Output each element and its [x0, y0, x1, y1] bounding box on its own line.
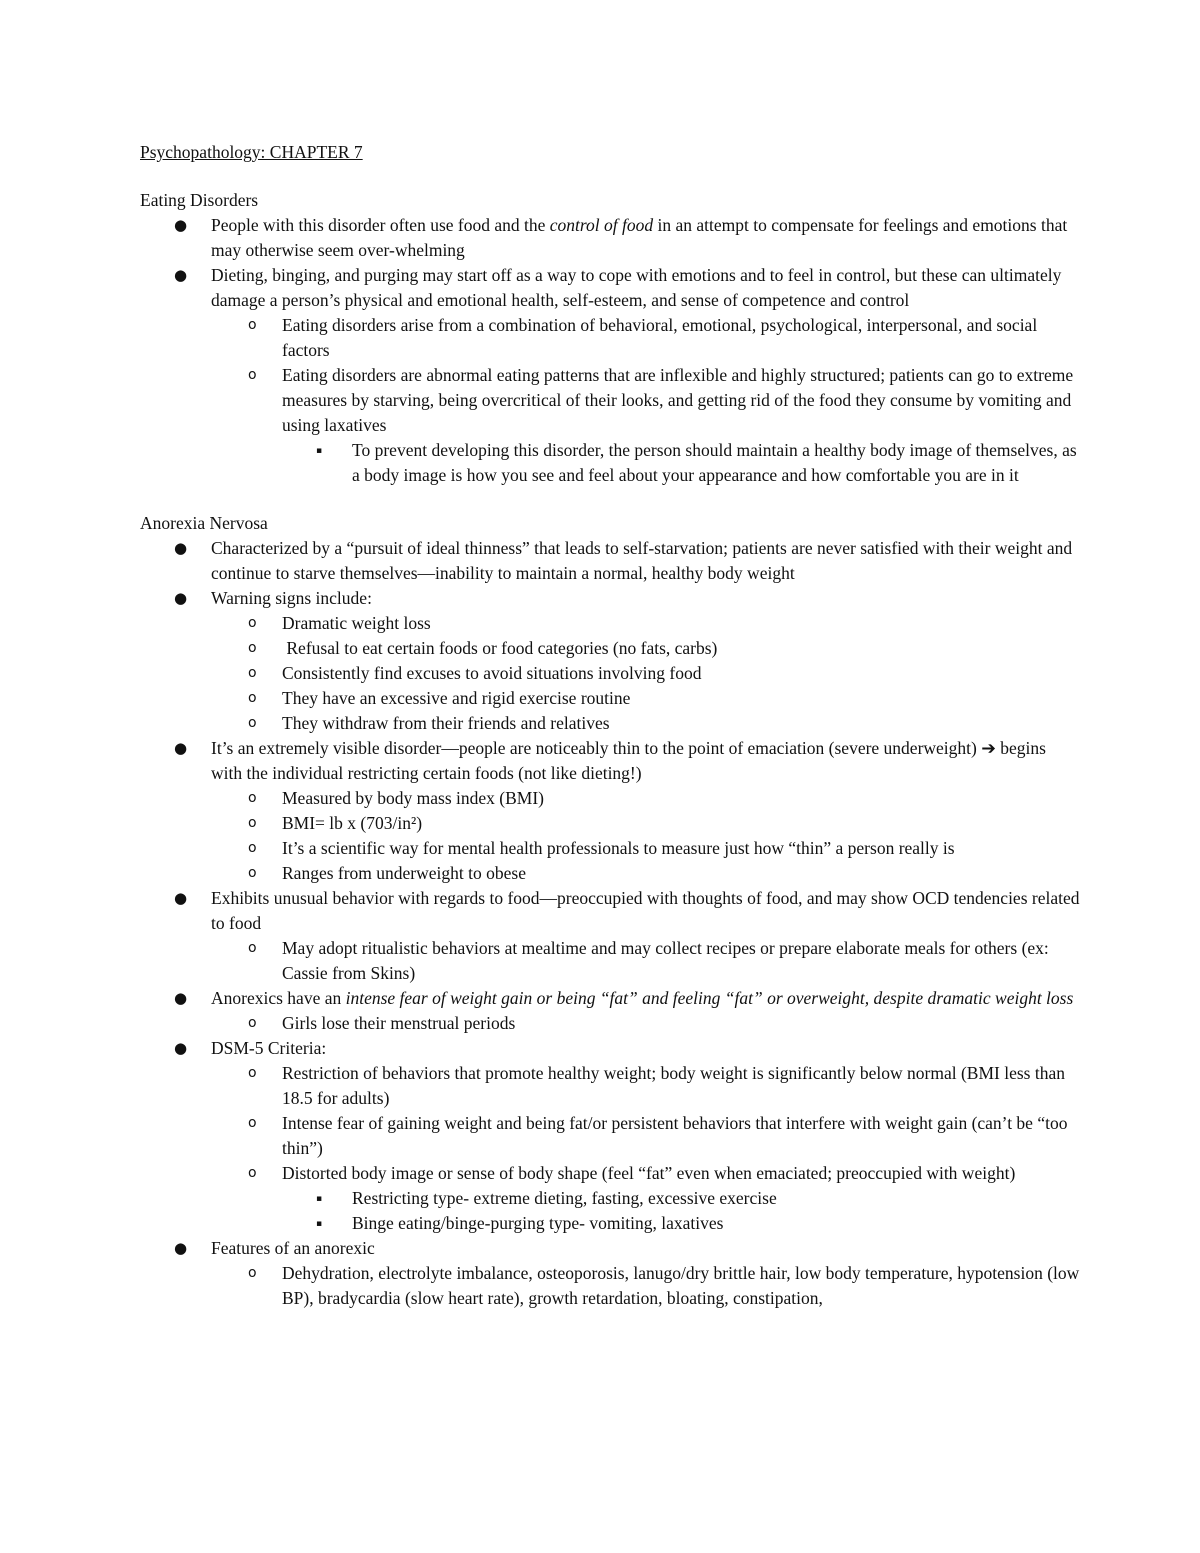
bullet-icon: ●: [174, 989, 188, 1007]
section-heading: Eating Disorders: [140, 190, 259, 210]
circle-bullet-icon: o: [248, 665, 257, 681]
sub-sub-list-item: ▪ Restricting type- extreme dieting, fasting, excessive exercise: [140, 1186, 1080, 1211]
circle-bullet-icon: o: [248, 790, 257, 806]
list-item: ● Warning signs include:: [140, 586, 1080, 611]
bullet-list: [140, 536, 1080, 1311]
section-anorexia-nervosa: [140, 510, 1080, 1311]
sub-list-item: o May adopt ritualistic behaviors at mealtime and may collect recipes or prepare elaborate meals for others (ex: Cassie from Skins): [248, 938, 1049, 983]
sub-sub-list-item: ▪ To prevent developing this disorder, the person should maintain a healthy body image of themselves, as a body image is how you see and feel about your appearance and how comfortable you are in it: [316, 440, 1077, 485]
bullet-list: [140, 213, 1080, 488]
emphasis-text: intense fear of weight gain or being “fat” and feeling “fat” or overweight, despite dramatic weight loss: [345, 988, 1074, 1008]
sub-list-item: o They withdraw from their friends and relatives: [140, 711, 1080, 736]
sub-list-item: o Intense fear of gaining weight and being fat/or persistent behaviors that interfere with weight gain (can’t be “too thin”): [248, 1113, 1068, 1158]
sub-list-item: o Eating disorders are abnormal eating patterns that are inflexible and highly structured; patients can go to extreme measures by starving, being overcritical of their looks, and getting rid of the food they consume by vomiting and using laxatives: [248, 365, 1074, 435]
sub-list-item: o BMI= lb x (703/in²): [140, 811, 1080, 836]
circle-bullet-icon: o: [248, 615, 257, 631]
sub-sub-list-item: ▪ Binge eating/binge-purging type- vomiting, laxatives: [140, 1211, 1080, 1236]
list-item: ● Exhibits unusual behavior with regards to food—preoccupied with thoughts of food, and may show OCD tendencies related to food: [174, 888, 1080, 933]
document-title: Psychopathology: CHAPTER 7: [140, 142, 363, 162]
circle-bullet-icon: o: [248, 367, 257, 383]
sub-list-item: o Ranges from underweight to obese: [140, 861, 1080, 886]
list-item: ● Features of an anorexic: [140, 1236, 1080, 1261]
square-bullet-icon: ▪: [316, 446, 323, 456]
circle-bullet-icon: o: [248, 815, 257, 831]
bullet-icon: ●: [174, 739, 188, 757]
circle-bullet-icon: o: [248, 1265, 257, 1281]
circle-bullet-icon: o: [248, 1065, 257, 1081]
bullet-icon: ●: [174, 539, 188, 557]
bullet-icon: ●: [174, 266, 188, 284]
sub-list-item: o Dramatic weight loss: [140, 611, 1080, 636]
sub-list-item: o Girls lose their menstrual periods: [140, 1011, 1080, 1036]
sub-list-item: o Eating disorders arise from a combination of behavioral, emotional, psychological, interpersonal, and social factors: [248, 315, 1038, 360]
circle-bullet-icon: o: [248, 690, 257, 706]
list-item: ● Dieting, binging, and purging may start off as a way to cope with emotions and to feel in control, but these can ultimately damage a person’s physical and emotional health, self-esteem, and sense of competence and control: [174, 265, 1062, 310]
section-eating-disorders: [140, 187, 1080, 488]
sub-list-item: o They have an excessive and rigid exercise routine: [140, 686, 1080, 711]
circle-bullet-icon: o: [248, 840, 257, 856]
bullet-icon: ●: [174, 589, 188, 607]
bullet-icon: ●: [174, 216, 188, 234]
section-heading: Anorexia Nervosa: [140, 513, 268, 533]
circle-bullet-icon: o: [248, 317, 257, 333]
bullet-icon: ●: [174, 1239, 188, 1257]
list-item: ● It’s an extremely visible disorder—people are noticeably thin to the point of emaciation (severe underweight) ➔ begins with the individual restricting certain foods (not like dieting!): [174, 738, 1046, 783]
square-bullet-icon: ▪: [316, 1219, 323, 1229]
sub-list-item: o Consistently find excuses to avoid situations involving food: [140, 661, 1080, 686]
sub-list-item: o Restriction of behaviors that promote healthy weight; body weight is significantly below normal (BMI less than 18.5 for adults): [248, 1063, 1065, 1108]
sub-list-item: o Dehydration, electrolyte imbalance, osteoporosis, lanugo/dry brittle hair, low body temperature, hypotension (low BP), bradycardia (slow heart rate), growth retardation, bloating, constipation,: [248, 1263, 1080, 1308]
circle-bullet-icon: o: [248, 940, 257, 956]
bullet-icon: ●: [174, 1039, 188, 1057]
circle-bullet-icon: o: [248, 1165, 257, 1181]
circle-bullet-icon: o: [248, 640, 257, 656]
list-item: ● Anorexics have an intense fear of weight gain or being “fat” and feeling “fat” or overweight, despite dramatic weight loss: [140, 986, 1080, 1011]
square-bullet-icon: ▪: [316, 1194, 323, 1204]
sub-list-item: o It’s a scientific way for mental health professionals to measure just how “thin” a person really is: [140, 836, 1080, 861]
bullet-icon: ●: [174, 889, 188, 907]
circle-bullet-icon: o: [248, 1015, 257, 1031]
sub-list-item: o Refusal to eat certain foods or food categories (no fats, carbs): [140, 636, 1080, 661]
sub-list-item: o Measured by body mass index (BMI): [140, 786, 1080, 811]
emphasis-text: control of food: [549, 215, 654, 235]
circle-bullet-icon: o: [248, 865, 257, 881]
circle-bullet-icon: o: [248, 715, 257, 731]
sub-list-item: o Distorted body image or sense of body shape (feel “fat” even when emaciated; preoccupied with weight): [140, 1161, 1080, 1186]
list-item: ● Characterized by a “pursuit of ideal thinness” that leads to self-starvation; patients are never satisfied with their weight and continue to starve themselves—inability to maintain a normal, healthy body weight: [174, 538, 1073, 583]
list-item: ● DSM-5 Criteria:: [140, 1036, 1080, 1061]
circle-bullet-icon: o: [248, 1115, 257, 1131]
list-item: ● People with this disorder often use food and the control of food in an attempt to compensate for feelings and emotions that may otherwise seem over-whelming: [174, 215, 1068, 260]
